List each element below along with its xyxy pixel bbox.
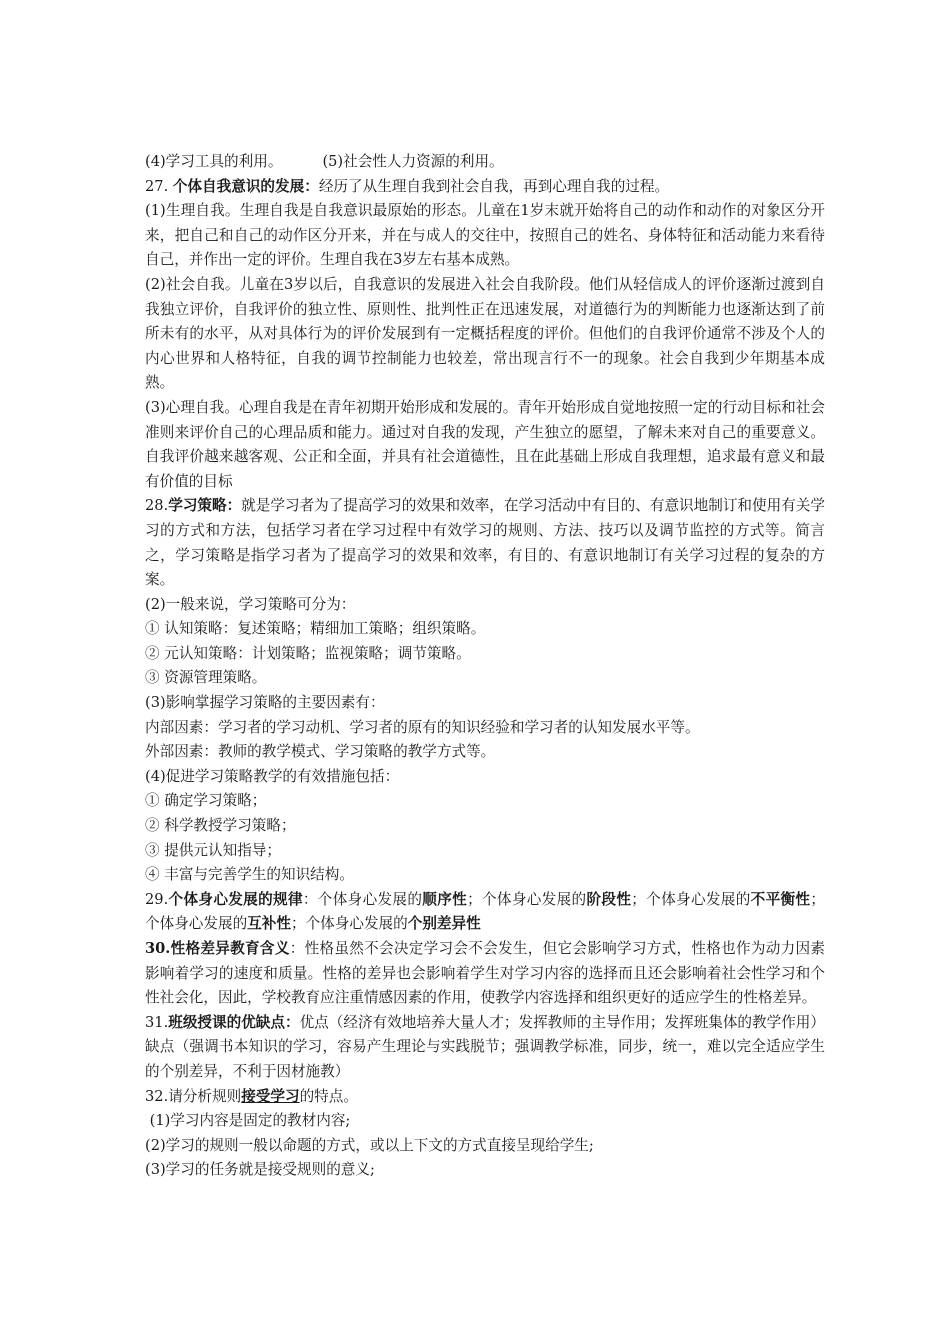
section-27-physical-self: (1)生理自我。生理自我是自我意识最原始的形态。儿童在1岁末就开始将自己的动作和动作的对象区分开来，把自己和自己的动作区分开来，并在与成人的交往中，按照自己的姓名、身体特征和活动能力来看待自己，并作出一定的评价。生理自我在3岁左右基本成熟。 [145, 202, 825, 269]
line-learning-resources [145, 150, 825, 175]
section-32-heading: 32.请分析规则接受学习的特点。 [145, 1087, 358, 1105]
section-27-social-self: (2)社会自我。儿童在3岁以后，自我意识的发展进入社会自我阶段。他们从轻信成人的评价逐渐过渡到自我独立评价，自我评价的独立性、原则性、批判性正在迅速发展，对道德行为的判断能力也逐渐达到了前所未有的水平，从对具体行为的评价发展到有一定概括程度的评价。但他们的自我评价通常不涉及个人的内心世界和人格特征，自我的调节控制能力也较差，常出现言行不一的现象。社会自我到少年期基本成熟。 [145, 275, 825, 392]
list-item: ③ 提供元认知指导； [145, 841, 281, 859]
list-item: ④ 丰富与完善学生的知识结构。 [145, 866, 354, 884]
list-item: (3)学习的任务就是接受规则的意义; [145, 1161, 375, 1179]
item-learning-tools: (4)学习工具的利用。 [145, 153, 283, 170]
list-item: 内部因素：学习者的学习动机、学习者的原有的知识经验和学习者的认知发展水平等。 [145, 718, 700, 736]
section-29-title: 个体身心发展的规律 [168, 890, 303, 908]
section-28-factors: (3)影响掌握学习策略的主要因素有： [145, 694, 385, 712]
section-31: 31.班级授课的优缺点：优点（经济有效地培养大量人才；发挥教师的主导作用；发挥班集体的教学作用）缺点（强调书本知识的学习，容易产生理论与实践脱节；强调教学标准，同步，统一，难以完全适应学生的个别差异，不利于因材施教） [145, 1013, 825, 1080]
list-item: ① 确定学习策略； [145, 792, 267, 810]
list-item: ② 科学教授学习策略； [145, 817, 296, 835]
section-28-classification: (2)一般来说，学习策略可分为： [145, 595, 356, 613]
section-30-title: 30.性格差异教育含义 [145, 940, 290, 957]
list-item: ① 认知策略：复述策略；精细加工策略；组织策略。 [145, 620, 486, 638]
section-27-psychological-self: (3)心理自我。心理自我是在青年初期开始形成和发展的。青年开始形成自觉地按照一定的行动目标和社会准则来评价自己的心理品质和能力。通过对自我的发现，产生独立的愿望，了解未来对自己的重要意义。自我评价越来越客观、公正和全面，并具有社会道德性，且在此基础上形成自我理想，追求最有意义和最有价值的目标 [145, 398, 825, 490]
section-30: 30.性格差异教育含义：性格虽然不会决定学习会不会发生，但它会影响学习方式，性格也作为动力因素影响着学习的速度和质量。性格的差异也会影响着学生对学习内容的选择而且还会影响着社会性学习和个性社会化，因此，学校教育应注重情感因素的作用，使教学内容选择和组织更好的适应学生的性格差异。 [145, 940, 825, 1007]
section-27-heading: 27. 个体自我意识的发展：经历了从生理自我到社会自我，再到心理自我的过程。 [145, 177, 670, 195]
section-28-heading: 28.学习策略：就是学习者为了提高学习的效果和效率，在学习活动中有目的、有意识地制订和使用有关学习的方式和方法，包括学习者在学习过程中有效学习的规则、方法、技巧以及调节监控的方式等。简言之，学习策略是指学习者为了提高学习的效果和效率，有目的、有意识地制订有关学习过程的复杂的方案。 [145, 497, 825, 589]
section-27-title: 个体自我意识的发展： [172, 177, 319, 195]
section-28-measures: (4)促进学习策略教学的有效措施包括： [145, 767, 400, 785]
list-item: (1)学习内容是固定的教材内容; [145, 1112, 351, 1130]
section-31-title: 班级授课的优缺点： [168, 1013, 300, 1031]
section-32-keyword: 接受学习 [241, 1087, 300, 1105]
list-item: ③ 资源管理策略。 [145, 669, 267, 687]
list-item: (2)学习的规则一般以命题的方式，或以上下文的方式直接呈现给学生; [145, 1136, 594, 1154]
list-item: ② 元认知策略：计划策略；监视策略；调节策略。 [145, 644, 471, 662]
item-social-resources: (5)社会性人力资源的利用。 [322, 153, 504, 170]
list-item: 外部因素：教师的教学模式、学习策略的教学方式等。 [145, 743, 496, 761]
document-page [145, 150, 825, 1183]
section-29: 29.个体身心发展的规律：个体身心发展的顺序性；个体身心发展的阶段性；个体身心发展的不平衡性；个体身心发展的互补性；个体身心发展的个别差异性 [145, 890, 825, 933]
section-28-title: 学习策略： [168, 497, 242, 515]
